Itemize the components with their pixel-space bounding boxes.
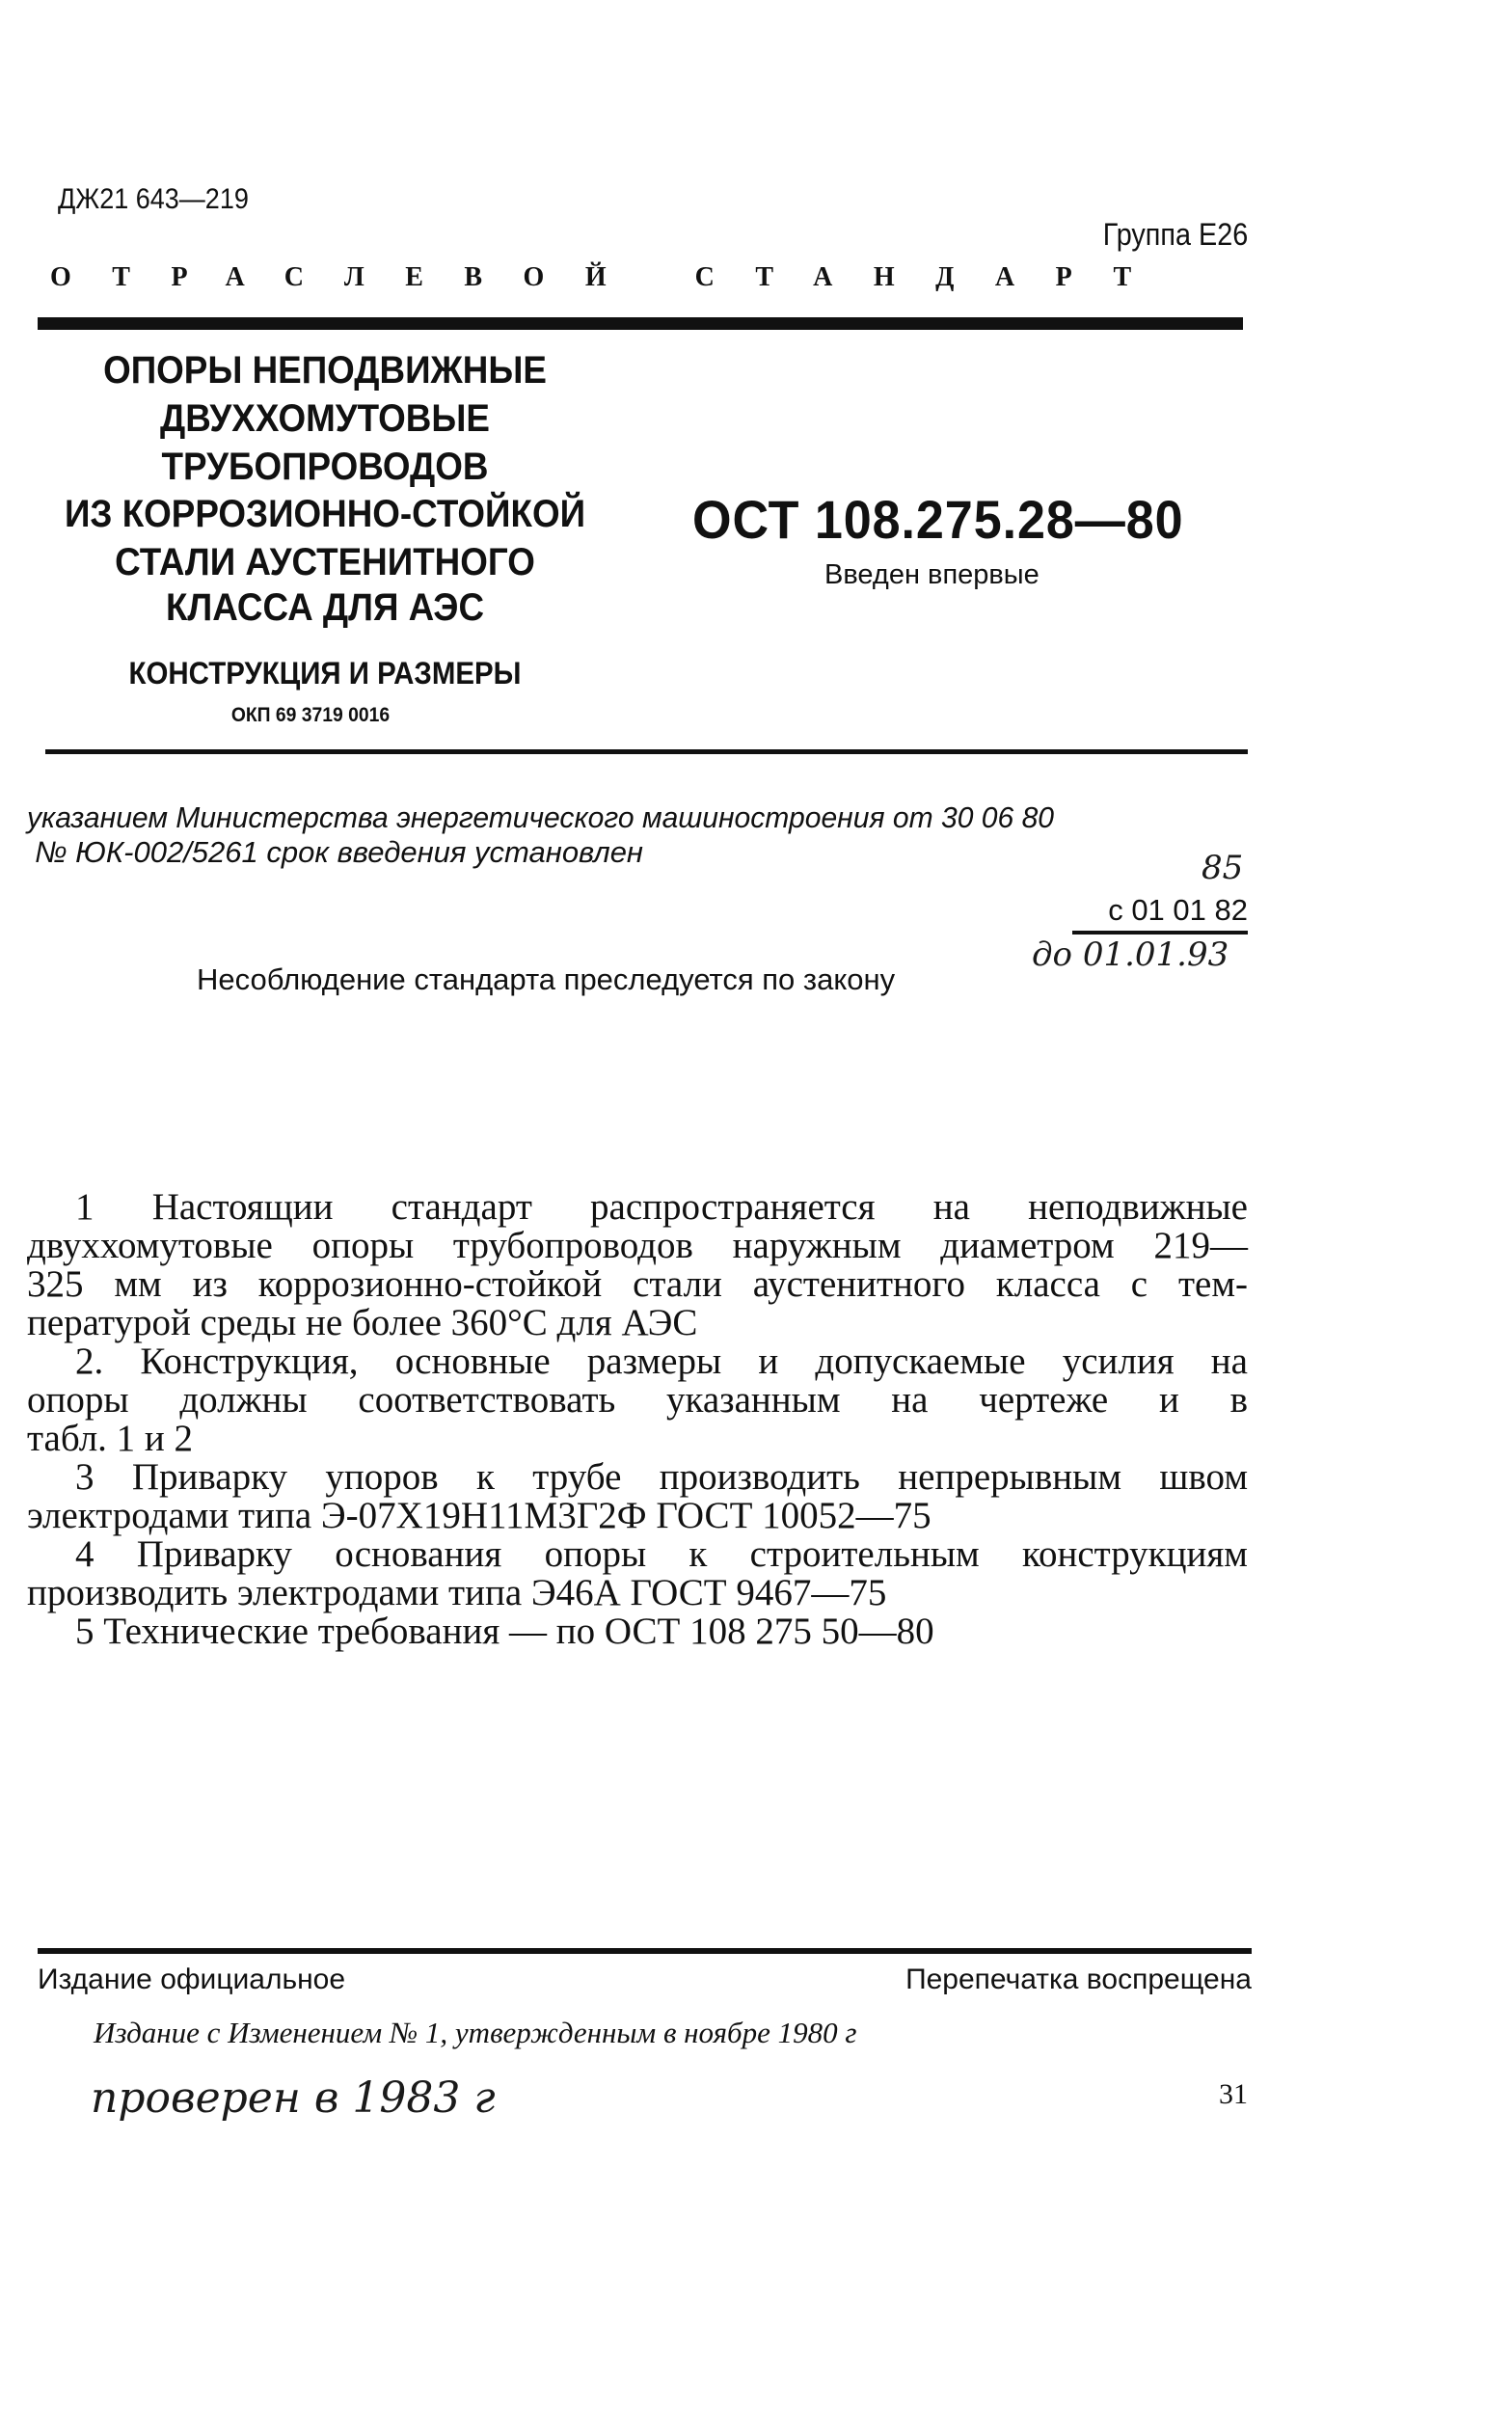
footer-rule [38,1948,1252,1954]
body-line: 5 Технические требования — по ОСТ 108 275 50—80 [75,1611,934,1652]
body-line: производить электродами типа Э46А ГОСТ 9467—75 [27,1572,887,1613]
body-line: пературой среды не более 360°С для АЭС [27,1302,698,1343]
decree-line-1: указанием Министерства энергетического машиностроения от 30 06 80 [27,800,1055,834]
legal-notice: Несоблюдение стандарта преследуется по закону [197,962,896,996]
title-line: КЛАССА ДЛЯ АЭС [165,586,485,629]
title-bottom-rule [45,749,1248,754]
body-line: 4 Приварку основания опоры к строительным конструкциям [75,1533,1248,1575]
body-line: электродами типа Э-07Х19Н11М3Г2Ф ГОСТ 10052—75 [27,1495,932,1536]
okp-code: ОКП 69 3719 0016 [230,704,391,726]
body-line: 325 мм из коррозионно-стойкой стали аустенитного класса с тем- [27,1263,1248,1305]
standard-number: ОСТ 108.275.28—80 [692,489,1184,550]
page-number: 31 [1219,2078,1248,2110]
body-line: 2. Конструкция, основные размеры и допускаемые усилия на [75,1341,1248,1382]
body-line: опоры должны соответствовать указанным на чертеже и в [27,1379,1248,1421]
handwritten-check-note: проверен в 1983 г [91,2073,496,2123]
title-line: ТРУБОПРОВОДОВ [161,446,489,488]
handwritten-year-correction: 85 [1202,849,1244,887]
title-line: ДВУХХОМУТОВЫЕ [160,397,490,440]
title-line: ОПОРЫ НЕПОДВИЖНЫЕ [103,349,547,392]
body-line: табл. 1 и 2 [27,1418,194,1459]
group-label: Группа Е26 [1102,217,1248,252]
body-line: 1 Настоящии стандарт распространяется на неподвижные [75,1186,1248,1228]
official-edition-label: Издание официальное [38,1964,346,1995]
effective-date: с 01 01 82 [1108,893,1248,927]
banner-industry-standard: ОТРАСЛЕВОЙ СТАНДАРТ [50,262,1173,292]
title-line: СТАЛИ АУСТЕНИТНОГО [115,541,535,583]
introduced-note: Введен впервые [824,559,1040,590]
body-line: 3 Приварку упоров к трубе производить непрерывным швом [75,1456,1248,1498]
handwritten-valid-until: до 01.01.93 [1032,935,1229,974]
decree-line-2: № ЮК-002/5261 срок введения установлен [35,835,643,869]
document-code: ДЖ21 643—219 [58,183,249,215]
reprint-prohibited-label: Перепечатка воспрещена [905,1964,1252,1995]
edition-note: Издание с Изменением № 1, утвержденным в ноябре 1980 г [94,2016,857,2049]
title-line: ИЗ КОРРОЗИОННО-СТОЙКОЙ [64,493,586,535]
header-thick-rule [38,317,1243,330]
body-line: двуххомутовые опоры трубопроводов наружным диаметром 219— [27,1225,1248,1266]
effective-date-underline [1072,931,1248,935]
title-subtitle: КОНСТРУКЦИЯ И РАЗМЕРЫ [128,656,522,691]
